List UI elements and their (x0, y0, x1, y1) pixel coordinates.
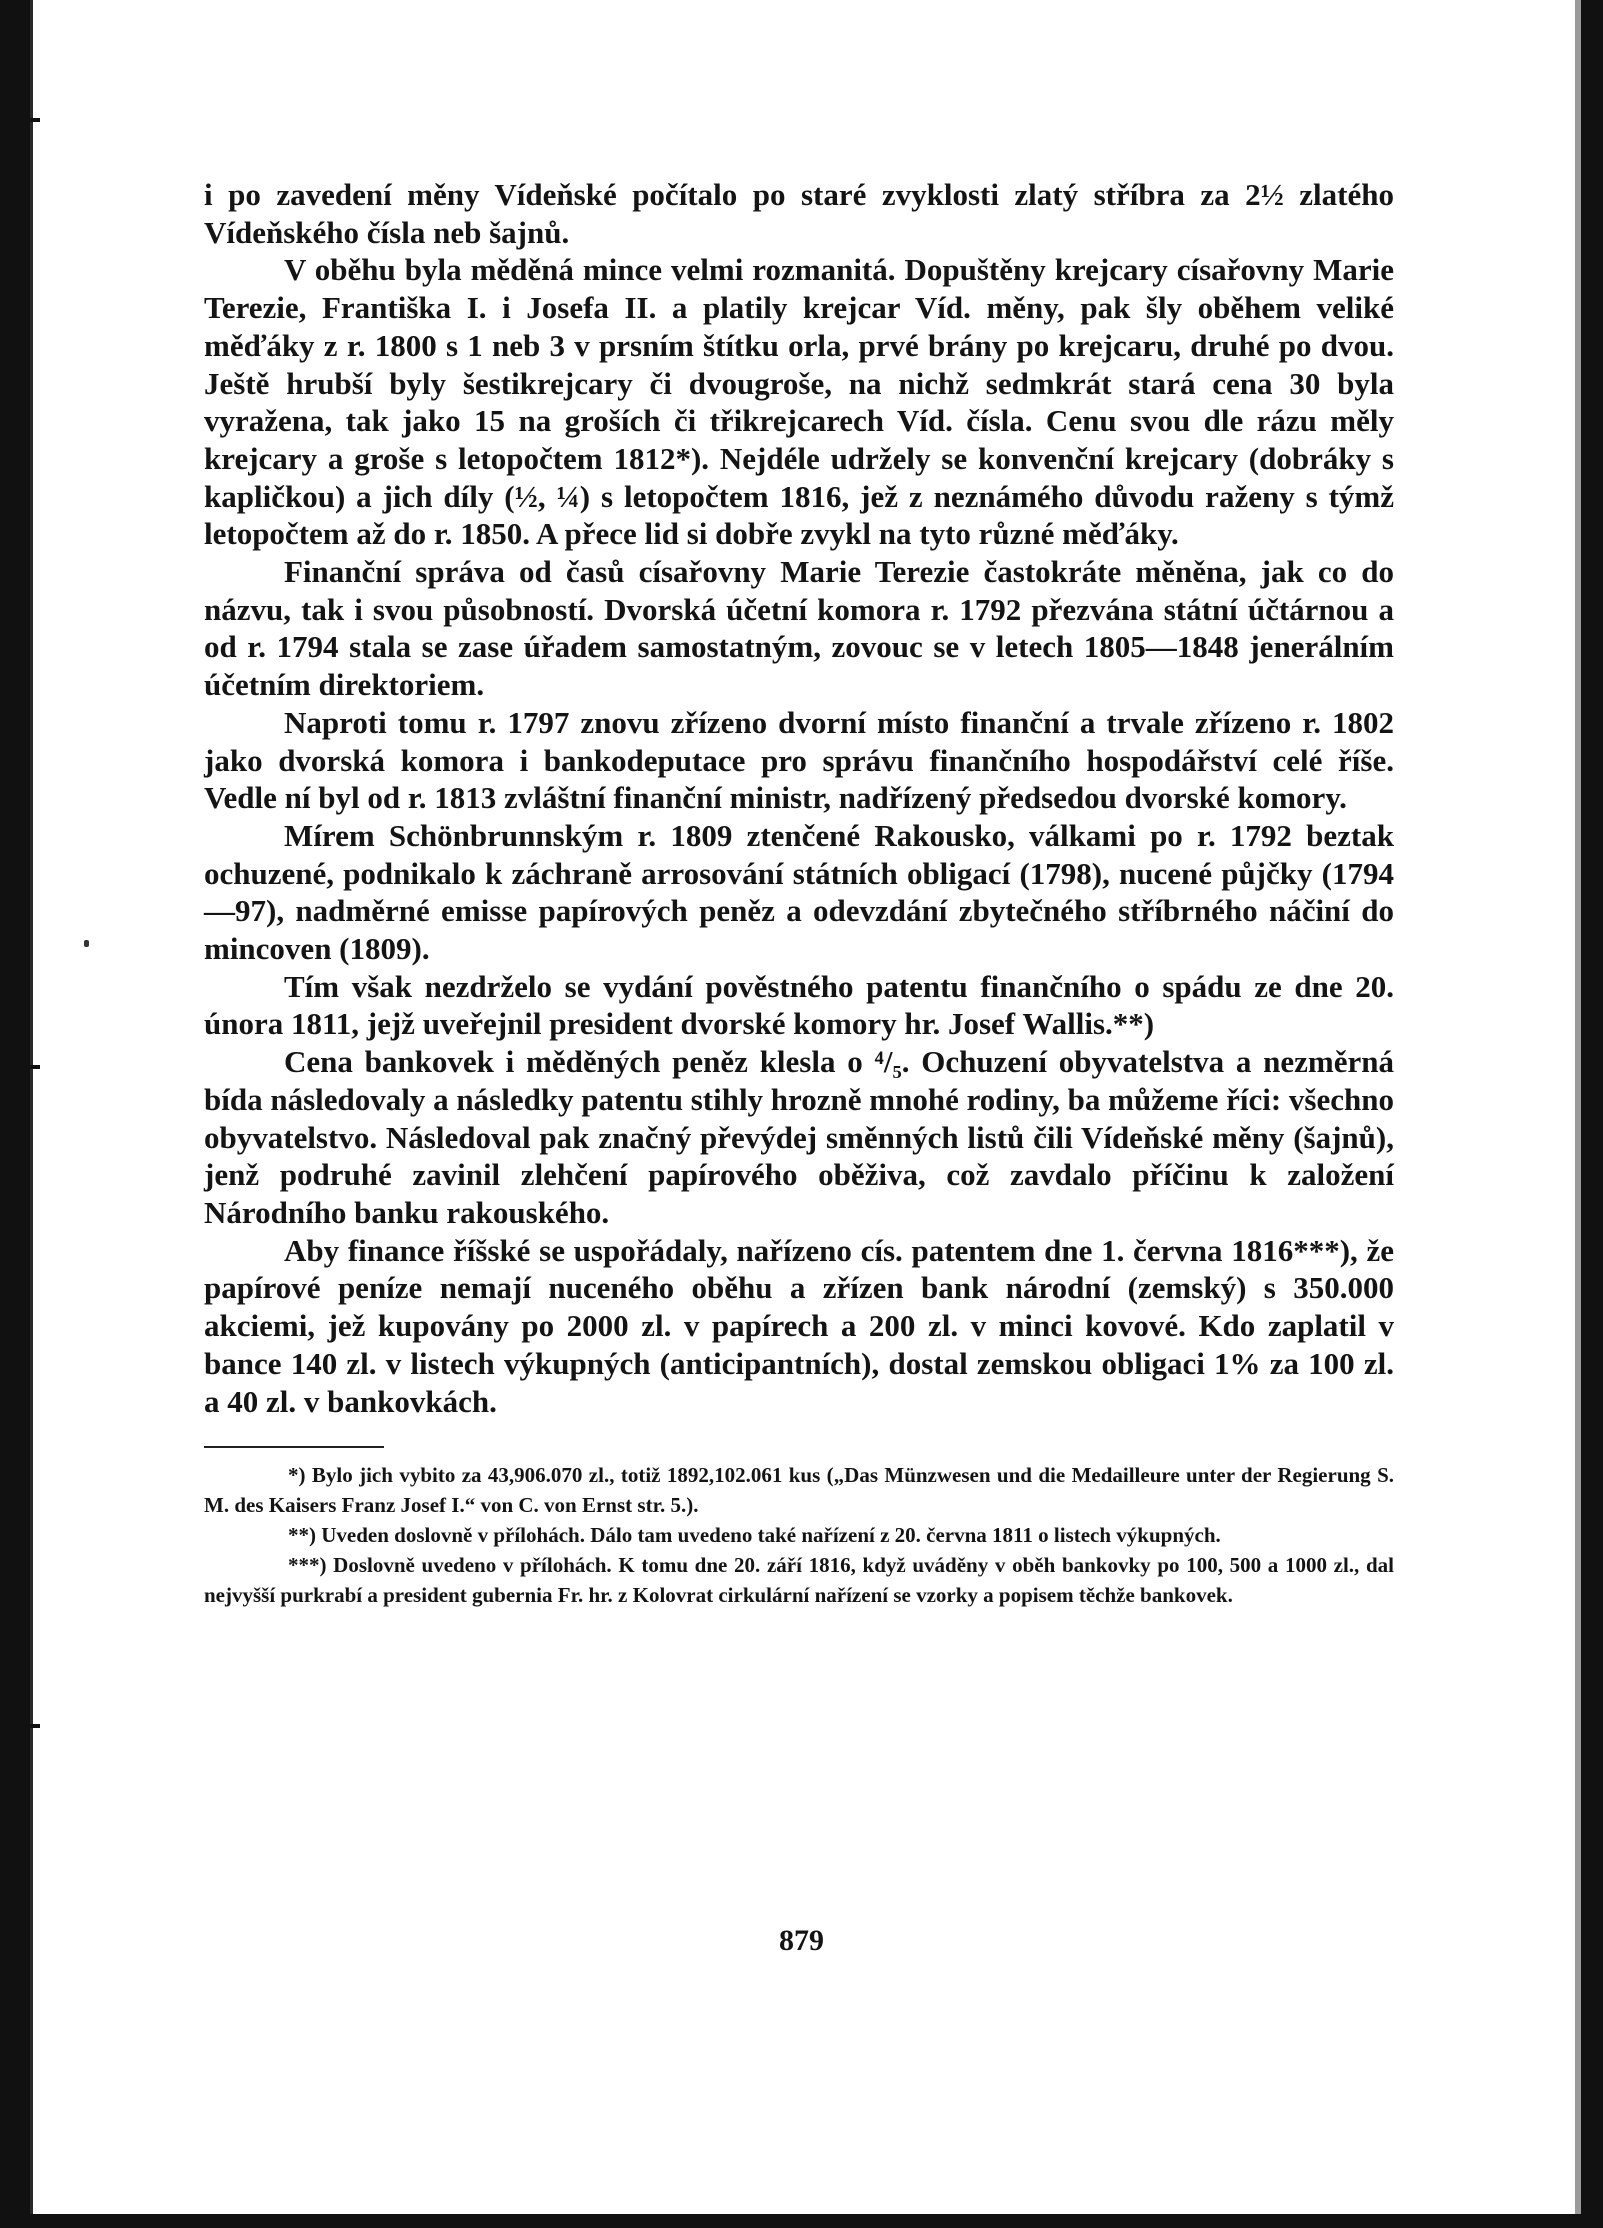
scan-speck (84, 940, 89, 947)
footnote: **) Uveden doslovně v přílohách. Dálo tam uvedeno také nařízení z 20. června 1811 o listech výkupných. (288, 1523, 1221, 1548)
footnote: ***) Doslovně uvedeno v přílohách. K tomu dne 20. září 1816, když uváděny v oběh bankovky po 100, 500 a 1000 zl., dal nejvyšší purkrabí a president gubernia Fr. hr. z Kolovrat cirkulární nařízení se vzorky a popisem těchže bankovek. (204, 1553, 1394, 1608)
paragraph: Mírem Schönbrunnským r. 1809 ztenčené Rakousko, válkami po r. 1792 beztak ochuzené, podnikalo k záchraně arrosování státních obligací (1798), nucené půjčky (1794—97), nadměrné emisse papírových peněz a odevzdání zbytečného stříbrného náčiní do mincoven (1809). (204, 817, 1394, 967)
scan-edge-left-inner (30, 0, 44, 2228)
scan-margin-tick (18, 118, 40, 122)
paragraph: V oběhu byla měděná mince velmi rozmanitá. Dopuštěny krejcary císařovny Marie Terezie, Františka I. i Josefa II. a platily krejcar Víd. měny, pak šly oběhem veliké měďáky z r. 1800 s 1 neb 3 v prsním štítku orla, prvé brány po krejcaru, druhé po dvou. Ještě hrubší byly šestikrejcary či dvougroše, na nichž sedmkrát stará cena 30 byla vyražena, tak jako 15 na groších či třikrejcarech Víd. čísla. Cenu svou dle rázu měly krejcary a groše s letopočtem 1812*). Nejdéle udržely se konvenční krejcary (dobráky s kapličkou) a jich díly (½, ¼) s letopočtem 1816, jež z neznámého důvodu raženy s týmž letopočtem až do r. 1850. A přece lid si dobře zvykl na tyto různé měďáky. (204, 252, 1394, 552)
footnotes (204, 1460, 1394, 1610)
scan-edge-bottom (0, 2214, 1603, 2228)
scan-edge-left (0, 0, 30, 2228)
paragraph: Cena bankovek i měděných peněz klesla o ⁴/₅. Ochuzení obyvatelstva a nezměrná bída následovaly a následky patentu stihly hrozně mnohé rodiny, ba můžeme říci: všechno obyvatelstvo. Následoval pak značný převýdej směnných listů čili Vídeňské měny (šajnů), jenž podruhé zavinil zlehčení papírového oběživa, což zavdalo příčinu k založení Národního banku rakouského. (204, 1044, 1394, 1230)
document-page (204, 176, 1394, 1610)
paragraph: Aby finance říšské se uspořádaly, nařízeno cís. patentem dne 1. června 1816***), že papírové peníze nemají nuceného oběhu a zřízen bank národní (zemský) s 350.000 akciemi, jež kupovány po 2000 zl. v papírech a 200 zl. v minci kovové. Kdo zaplatil v bance 140 zl. v listech výkupných (anticipantních), dostal zemskou obligaci 1% za 100 zl. a 40 zl. v bankovkách. (204, 1232, 1394, 1419)
paragraph: Naproti tomu r. 1797 znovu zřízeno dvorní místo finanční a trvale zřízeno r. 1802 jako dvorská komora i bankodeputace pro správu finančního hospodářství celé říše. Vedle ní byl od r. 1813 zvláštní finanční ministr, nadřízený předsedou dvorské komory. (204, 704, 1394, 816)
footnote: *) Bylo jich vybito za 43,906.070 zl., totiž 1892,102.061 kus („Das Münzwesen und die Medailleure unter der Regierung S. M. des Kaisers Franz Josef I.“ von C. von Ernst str. 5.). (204, 1463, 1394, 1518)
scan-margin-tick (18, 1065, 40, 1069)
paragraph: Tím však nezdrželo se vydání pověstného patentu finančního o spádu ze dne 20. února 1811, jejž uveřejnil president dvorské komory hr. Josef Wallis.**) (204, 968, 1394, 1042)
scan-margin-tick (18, 1724, 40, 1728)
page-number: 879 (779, 1924, 824, 1957)
footnote-divider (204, 1446, 384, 1448)
paragraph: i po zavedení měny Vídeňské počítalo po staré zvyklosti zlatý stříbra za 2½ zlatého Vídeňského čísla neb šajnů. (204, 177, 1394, 250)
body-text (204, 176, 1394, 1420)
scan-edge-right (1581, 0, 1603, 2228)
paragraph: Finanční správa od časů císařovny Marie Terezie častokráte měněna, jak co do názvu, tak i svou působností. Dvorská účetní komora r. 1792 přezvána státní účtárnou a od r. 1794 stala se zase úřadem samostatným, zovouc se v letech 1805—1848 jenerálním účetním direktoriem. (204, 554, 1394, 703)
